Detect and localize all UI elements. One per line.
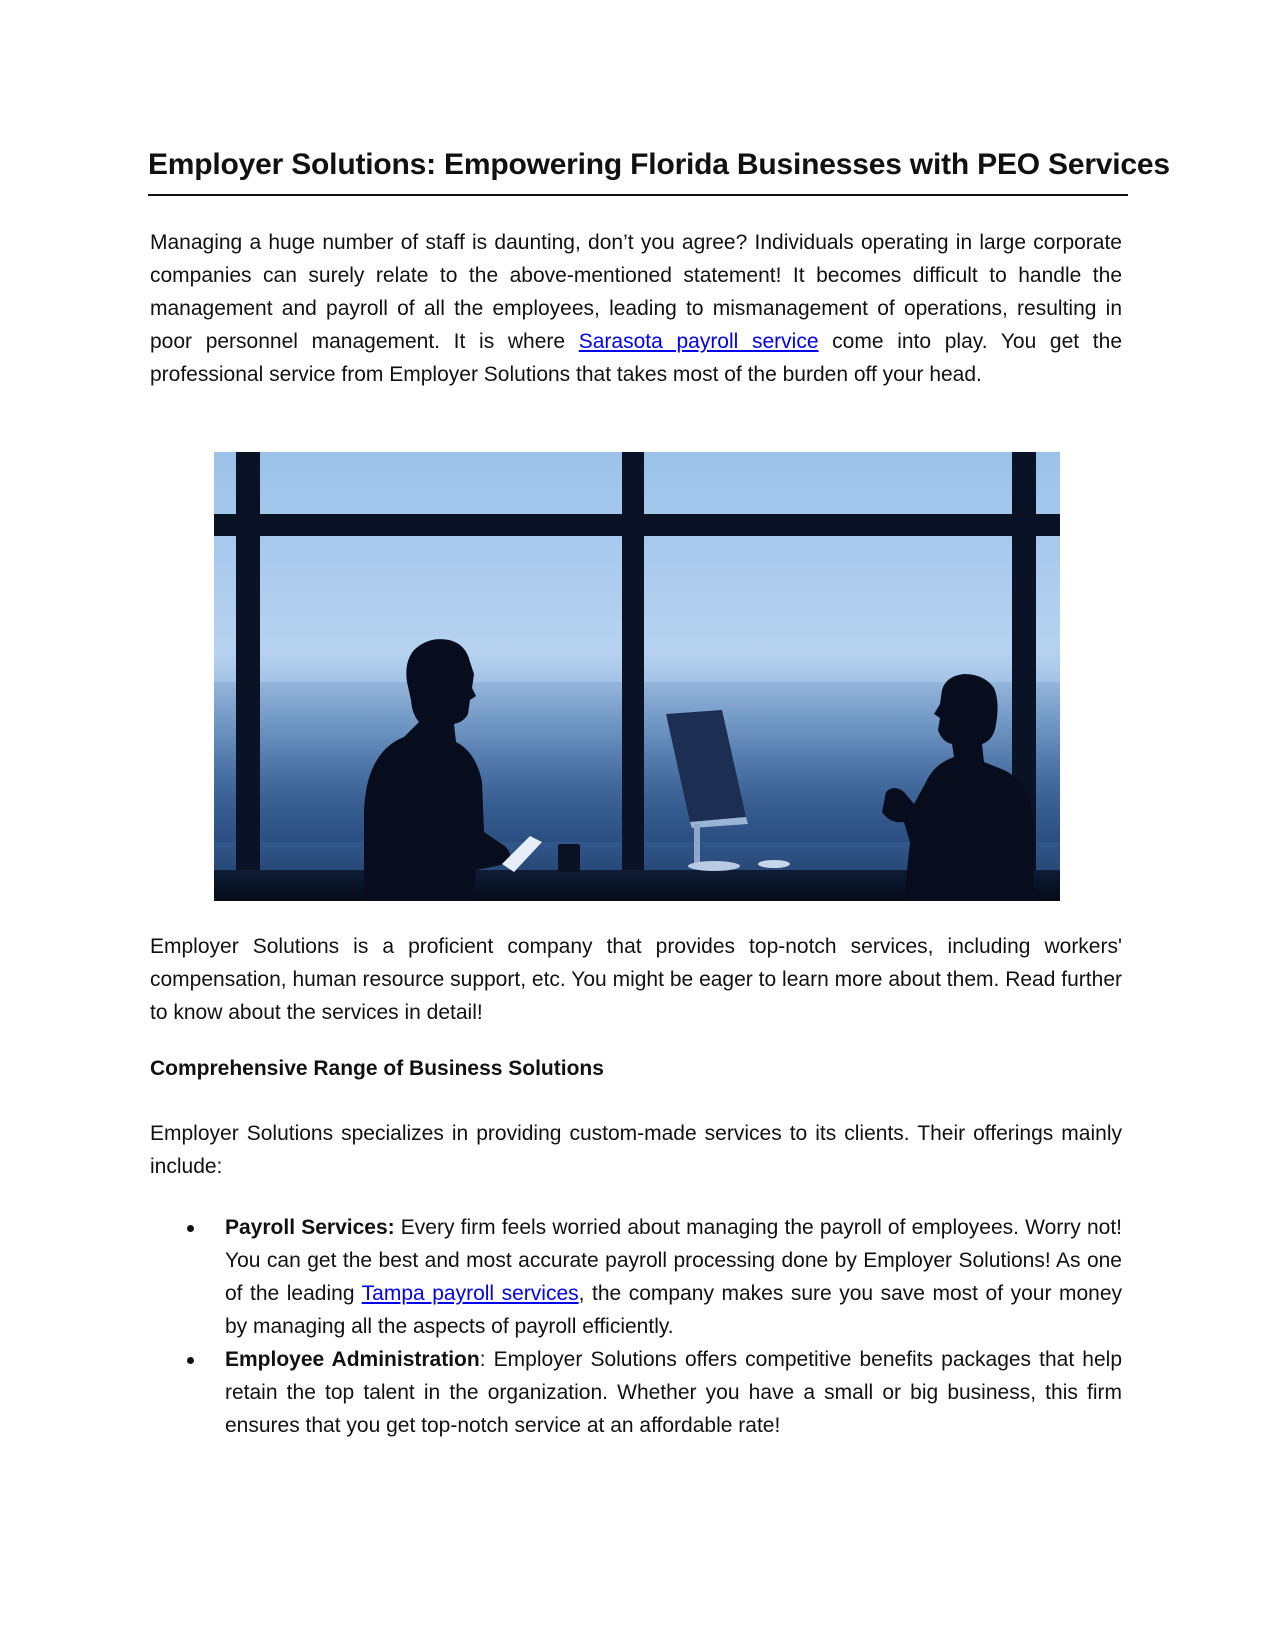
business-meeting-photo — [214, 452, 1060, 901]
company-overview-paragraph: Employer Solutions is a proficient company that provides top-notch services, including workers' compensation, human resource support, etc. You might be eager to learn more about them. Read further to know about the services in detail! — [150, 935, 1122, 1024]
window-transom — [214, 514, 1060, 536]
page-title: Employer Solutions: Empowering Florida Businesses with PEO Services — [148, 148, 1170, 181]
services-list — [150, 1211, 1122, 1442]
intro-text-after-link: come into play. You get the professional service from Employer Solutions that takes most of the burden off your head. — [150, 330, 1122, 386]
section-heading: Comprehensive Range of Business Solutions — [150, 1057, 604, 1080]
offerings-intro-paragraph: Employer Solutions specializes in providing custom-made services to its clients. Their offerings mainly include: — [150, 1122, 1122, 1178]
bullet-icon — [187, 1357, 194, 1364]
computer-mouse-icon — [758, 860, 790, 868]
list-item-payroll-services — [150, 1211, 1122, 1343]
sarasota-payroll-service-link[interactable]: Sarasota payroll service — [578, 330, 819, 353]
list-item-text-after-link: , the company makes sure you save most of your money by managing all the aspects of payroll efficiently. — [225, 1282, 1123, 1338]
list-item-employee-administration — [150, 1343, 1122, 1442]
photo-illustration — [214, 452, 1060, 901]
list-item-label: Employee Administration — [225, 1348, 480, 1371]
coffee-mug-icon — [558, 844, 580, 872]
list-item-label: Payroll Services: — [225, 1216, 395, 1239]
tampa-payroll-services-link[interactable]: Tampa payroll services — [361, 1282, 579, 1305]
title-underline-divider — [148, 194, 1128, 196]
bullet-icon — [187, 1225, 194, 1232]
intro-paragraph — [150, 226, 1122, 391]
intro-text-before-link: Managing a huge number of staff is daunting, don’t you agree? Individuals operating in large corporate companies can surely relate to the above-mentioned statement! It becomes difficult to handle the management and payroll of all the employees, leading to mismanagement of operations, resulting in poor personnel management. It is where — [150, 231, 1122, 353]
list-item-text-before-link: Every firm feels worried about managing the payroll of employees. Worry not! You can get the best and most accurate payroll processing done by Employer Solutions! As one of the leading — [225, 1216, 1122, 1305]
list-item-text: : Employer Solutions offers competitive benefits packages that help retain the top talent in the organization. Whether you have a small or big business, this firm ensures that you get top-notch service at an affordable rate! — [225, 1348, 1122, 1437]
